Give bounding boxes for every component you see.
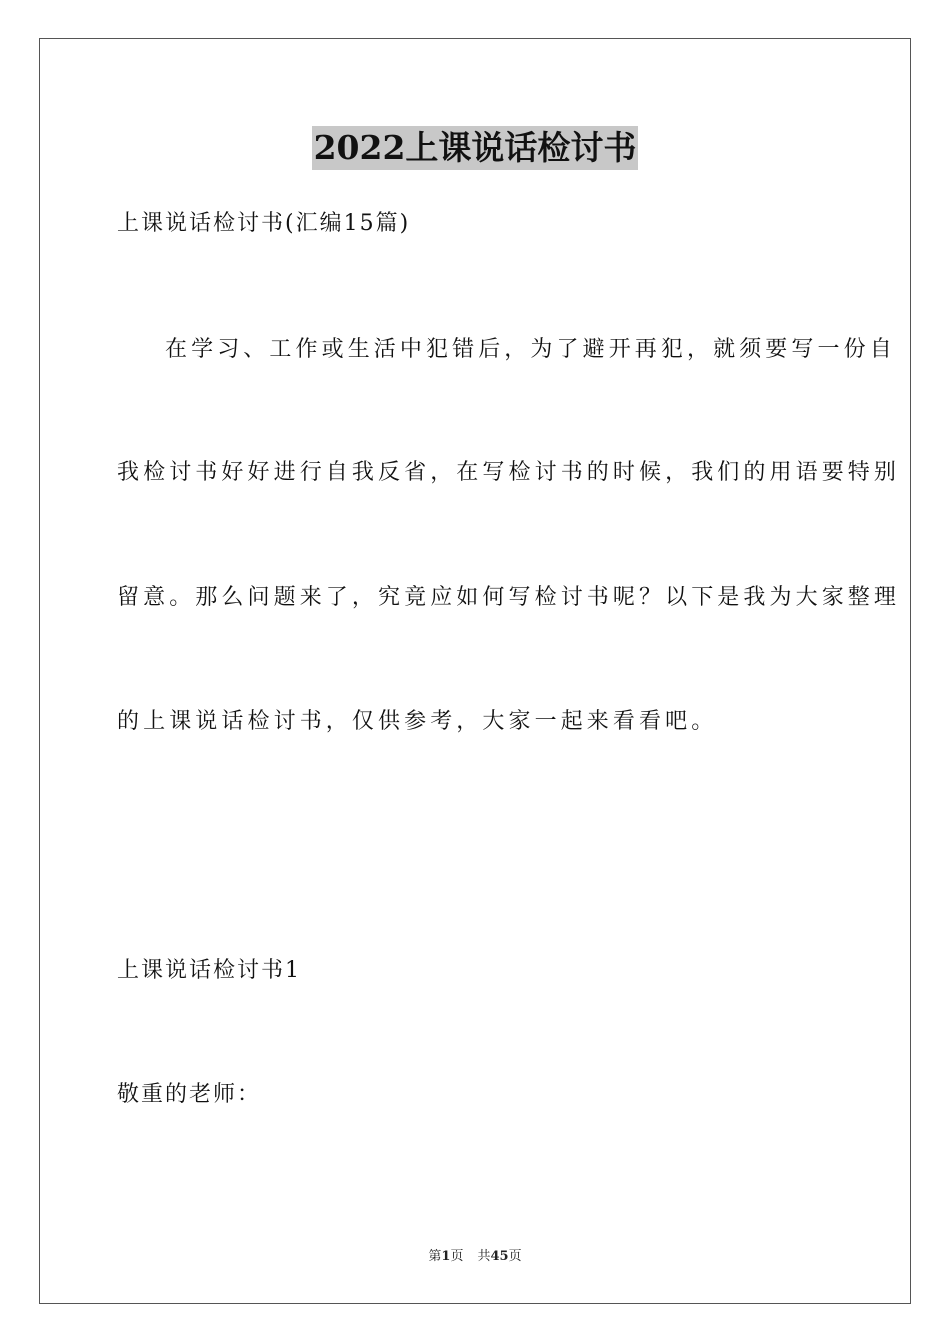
page-footer <box>0 1248 950 1266</box>
section-heading: 上课说话检讨书1 <box>117 958 301 983</box>
title-container <box>0 126 950 170</box>
document-title: 2022上课说话检讨书 <box>312 126 639 170</box>
intro-line-3: 留意。那么问题来了，究竟应如何写检讨书呢？以下是我为大家整理 <box>117 585 901 610</box>
document-subtitle: 上课说话检讨书(汇编15篇) <box>117 211 411 236</box>
salutation: 敬重的老师： <box>117 1082 262 1107</box>
intro-line-2: 我检讨书好好进行自我反省，在写检讨书的时候，我们的用语要特别 <box>117 460 901 485</box>
footer-page-number: 1 <box>441 1249 451 1264</box>
footer-page-suffix: 页 <box>450 1249 464 1264</box>
footer-total-suffix: 页 <box>508 1249 522 1264</box>
intro-line-4: 的上课说话检讨书，仅供参考，大家一起来看看吧。 <box>117 709 718 734</box>
footer-total-pages: 45 <box>490 1249 509 1264</box>
intro-line-1: 在学习、工作或生活中犯错后，为了避开再犯，就须要写一份自 <box>165 337 896 362</box>
footer-total-prefix: 共 <box>477 1249 491 1264</box>
footer-page-prefix: 第 <box>428 1249 442 1264</box>
